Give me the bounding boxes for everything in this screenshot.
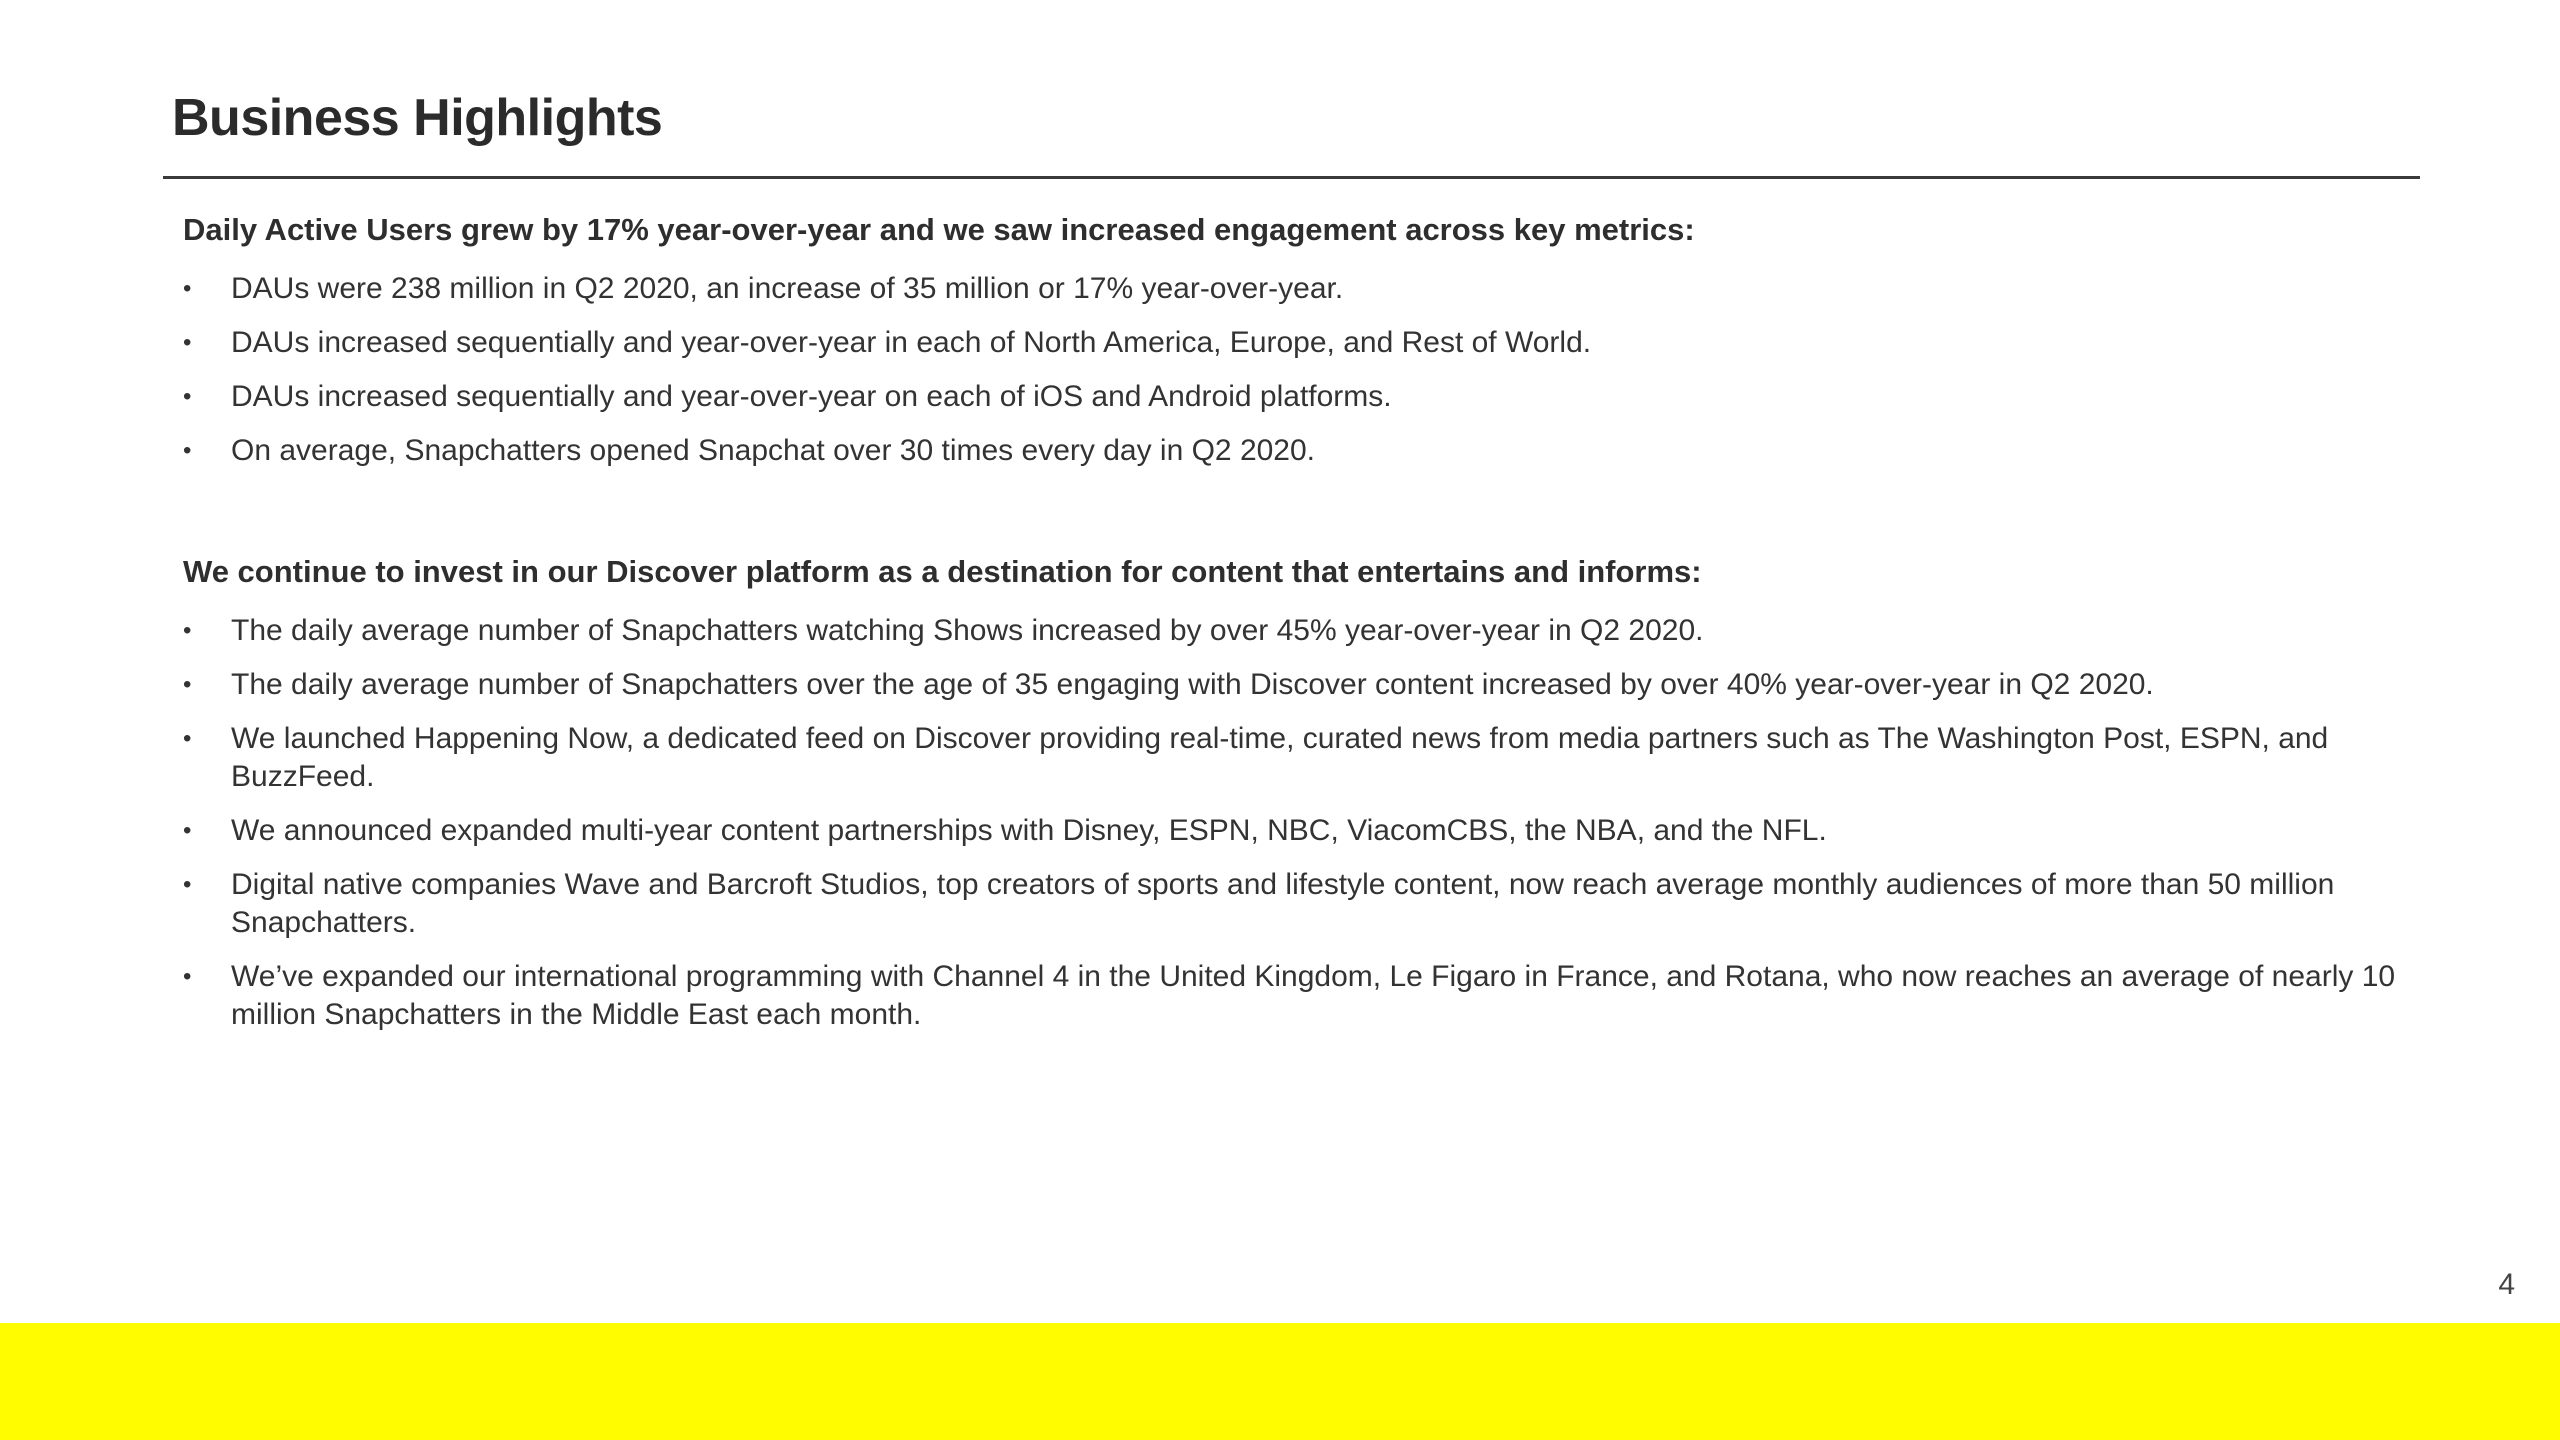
section-heading: Daily Active Users grew by 17% year-over-year and we saw increased engagement across key metrics: (183, 212, 1695, 247)
bullet-list (183, 612, 2423, 1034)
bullet-item: • We announced expanded multi-year content partnerships with Disney, ESPN, NBC, ViacomCBS, the NBA, and the NFL. (183, 812, 2423, 850)
title-divider (163, 176, 2420, 179)
bullet-item: • We’ve expanded our international programming with Channel 4 in the United Kingdom, Le Figaro in France, and Rotana, who now reaches an average of nearly 10 million Snapchatters in the Middle East each month. (183, 958, 2423, 1034)
bullet-list (183, 270, 2423, 470)
bullet-item: • The daily average number of Snapchatters over the age of 35 engaging with Discover content increased by over 40% year-over-year in Q2 2020. (183, 666, 2423, 704)
bullet-item: • On average, Snapchatters opened Snapchat over 30 times every day in Q2 2020. (183, 432, 2423, 470)
bullet-item: • Digital native companies Wave and Barcroft Studios, top creators of sports and lifestyle content, now reach average monthly audiences of more than 50 million Snapchatters. (183, 866, 2423, 942)
dau-highlights-section (183, 208, 2423, 486)
discover-highlights-section (183, 550, 2423, 1050)
bullet-item: • DAUs were 238 million in Q2 2020, an increase of 35 million or 17% year-over-year. (183, 270, 2423, 308)
footer-bar (0, 1323, 2560, 1440)
bullet-item: • The daily average number of Snapchatters watching Shows increased by over 45% year-over-year in Q2 2020. (183, 612, 2423, 650)
page-title: Business Highlights (172, 89, 663, 147)
page-number: 4 (2498, 1268, 2515, 1301)
bullet-item: • We launched Happening Now, a dedicated feed on Discover providing real-time, curated news from media partners such as The Washington Post, ESPN, and BuzzFeed. (183, 720, 2423, 796)
bullet-item: • DAUs increased sequentially and year-over-year on each of iOS and Android platforms. (183, 378, 2423, 416)
section-heading: We continue to invest in our Discover platform as a destination for content that entertains and informs: (183, 554, 1702, 589)
bullet-item: • DAUs increased sequentially and year-over-year in each of North America, Europe, and Rest of World. (183, 324, 2423, 362)
